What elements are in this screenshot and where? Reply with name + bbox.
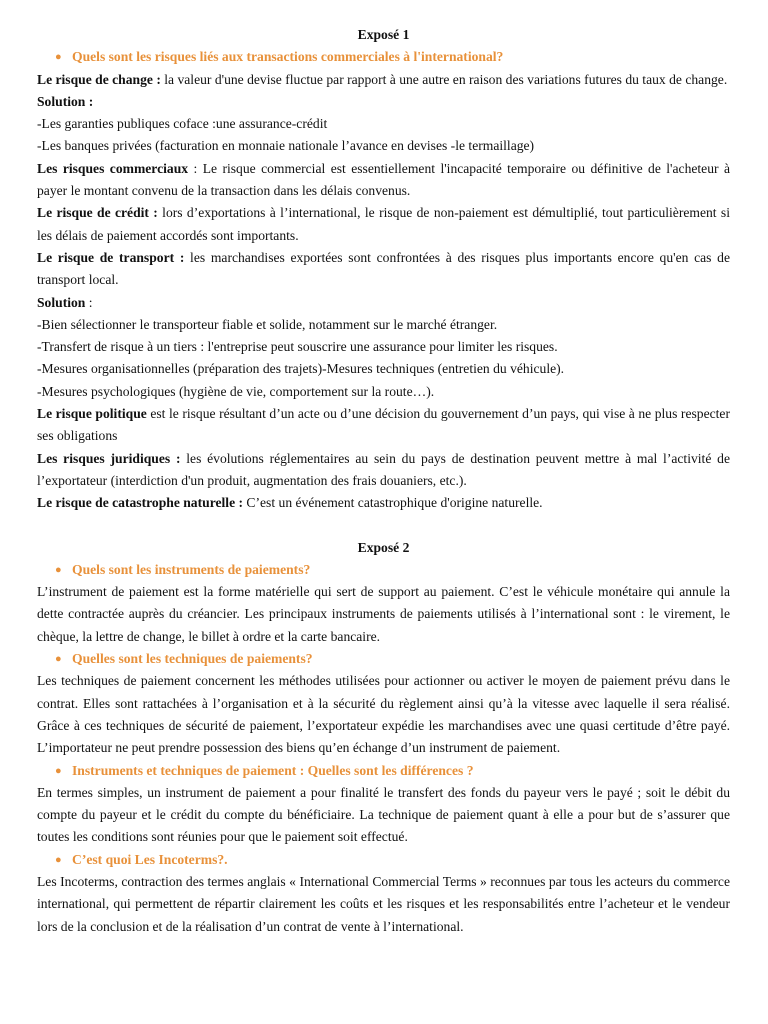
bullet-icon: ● [55,51,62,64]
solution2-heading [37,292,730,314]
label-transport: Le risque de transport : [37,249,185,265]
expose2-question-2-text: Quelles sont les techniques de paiements? [72,651,313,667]
label-change: Le risque de change : [37,71,161,87]
label-juridiques: Les risques juridiques : [37,450,181,466]
expose2-title: Exposé 2 [357,539,410,555]
label-catastrophe: Le risque de catastrophe naturelle : [37,495,244,511]
expose2-question-1-text: Quels sont les instruments de paiements? [72,561,311,577]
expose2-question-2 [37,648,730,670]
bullet-icon: ● [55,764,62,777]
paragraph-politique [37,403,730,448]
text-change: la valeur d'une devise fluctue par rapport à une autre en raison des variations futures du taux de change. [160,71,728,87]
label-politique: Le risque politique [37,406,147,422]
solution2-item: -Transfert de risque à un tiers : l'entreprise peut souscrire une assurance pour limiter les risques. [37,339,558,355]
bullet-icon: ● [55,853,62,866]
label-solution1: Solution : [37,93,94,109]
bullet-icon: ● [55,653,62,666]
text-commerciaux: : Le risque commercial est essentiellement l'incapacité temporaire ou définitive de l'acheteur à payer le montant convenu de la transaction dans les délais convenus. [37,160,731,199]
paragraph-change [37,69,730,91]
expose1-question [37,46,730,68]
paragraph-commerciaux [37,158,730,203]
solution2-colon: : [85,294,93,310]
paragraph-catastrophe [37,492,730,514]
section-spacer [37,515,730,537]
expose2-question-4-text: C’est quoi Les Incoterms?. [72,851,228,867]
solution1-item: -Les banques privées (facturation en monnaie nationale l’avance en devises -le termaillage) [37,138,535,154]
solution2-item: -Mesures psychologiques (hygiène de vie, comportement sur la route…). [37,383,435,399]
expose2-question-1 [37,559,730,581]
paragraph-juridiques [37,448,730,493]
expose2-paragraph-4: Les Incoterms, contraction des termes anglais « International Commercial Terms » reconnues par tous les acteurs du commerce international, qui permettent de répartir clairement les coûts et les risques et les responsabilités entre l’acheteur et le vendeur lors de la conclusion et de la réalisation d’un contrat de vente à l’international. [37,873,730,934]
text-catastrophe: C’est un événement catastrophique d'origine naturelle. [243,495,543,511]
solution2-item: -Mesures organisationnelles (préparation des trajets)-Mesures techniques (entretien du véhicule). [37,361,565,377]
expose2-paragraph-2: Les techniques de paiement concernent les méthodes utilisées pour actionner ou activer le moyen de paiement prévu dans le contrat. Elles sont rattachées à l’organisation et à la sécurité du règlement ainsi qu’à la vitesse avec laquelle il sera réalisé. Grâce à ces techniques de sécurité de paiement, l’exportateur expédie les marchandises avec une quasi certitude d’être payé. L’importateur ne peut prendre possession des biens qu’en échange d’un instrument de paiement. [37,673,730,756]
expose2-question-4 [37,849,730,871]
expose2-question-3 [37,760,730,782]
label-credit: Le risque de crédit : [37,205,158,221]
solution1-item: -Les garanties publiques coface :une assurance-crédit [37,116,328,132]
paragraph-transport [37,247,730,292]
label-solution2: Solution [37,294,86,310]
label-commerciaux: Les risques commerciaux [37,160,189,176]
expose2-question-3-text: Instruments et techniques de paiement : Quelles sont les différences ? [72,762,474,778]
text-politique: est le risque résultant d’un acte ou d’une décision du gouvernement d’un pays, qui vise à ne plus respecter ses obligations [37,406,730,444]
text-juridiques: les évolutions réglementaires au sein du pays de destination peuvent mettre à mal l’activité de l’exportateur (interdiction d'un produit, augmentation des frais douaniers, etc.). [37,450,730,488]
expose1-question-text: Quels sont les risques liés aux transactions commerciales à l'international? [72,49,504,65]
solution1-heading [37,91,730,113]
paragraph-credit [37,202,730,247]
text-transport: les marchandises exportées sont confrontées à des risques plus importants encore qu'en cas de transport local. [37,249,730,288]
bullet-icon: ● [55,563,62,576]
expose2-paragraph-3: En termes simples, un instrument de paiement a pour finalité le transfert des fonds du payeur vers le payé ; soit le débit du compte du payeur et le crédit du compte du bénéficiaire. La technique de paiement quant à elle a pour but de s’assurer que toutes les conditions sont réunies pour que le paiement soit effectué. [37,784,730,845]
expose1-title: Exposé 1 [357,27,410,42]
expose2-paragraph-1: L’instrument de paiement est la forme matérielle qui sert de support au paiement. C’est le véhicule monétaire qui annule la dette contractée auprès du créancier. Les principaux instruments de paiements utilisés à l’international sont : le virement, le chèque, la lettre de change, le billet à ordre et la carte bancaire. [37,584,730,644]
solution2-item: -Bien sélectionner le transporteur fiable et solide, notamment sur le marché étranger. [37,316,498,332]
text-credit: lors d’exportations à l’international, le risque de non-paiement est démultiplié, tout particulièrement si les délais de paiement accordés sont importants. [37,205,730,243]
